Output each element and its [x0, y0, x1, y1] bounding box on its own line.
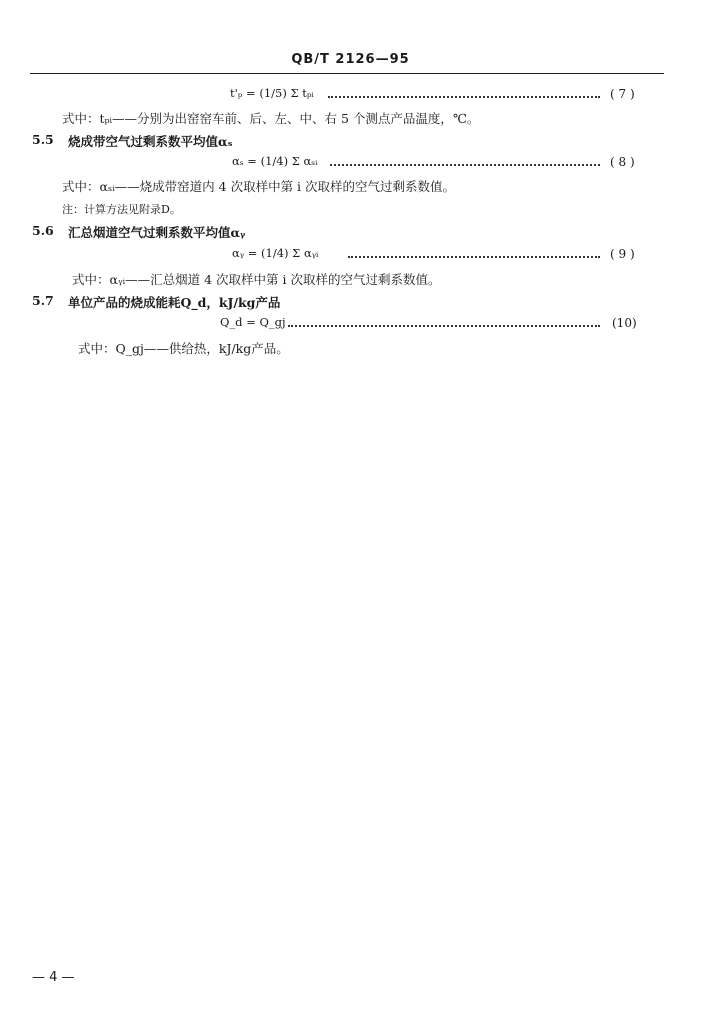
leader-dots-7 — [328, 96, 600, 98]
leader-dots-9 — [348, 256, 600, 258]
formula-9: αᵧ = (1/4) Σ αᵧᵢ — [232, 246, 319, 260]
section-number-5-6: 5.6 — [32, 223, 54, 238]
formula-10: Q_d = Q_gj — [220, 315, 286, 329]
equation-number-9: ( 9 ) — [610, 247, 635, 261]
where-clause-8: 式中：αₛᵢ——烧成带窑道内 4 次取样中第 i 次取样的空气过剩系数值。 — [62, 179, 456, 194]
note-8: 注：计算方法见附录D。 — [62, 203, 181, 216]
section-title-5-5: 烧成带空气过剩系数平均值αₛ — [68, 134, 233, 149]
formula-7: t'ₚ = (1/5) Σ tₚᵢ — [230, 86, 314, 100]
section-title-5-6: 汇总烟道空气过剩系数平均值αᵧ — [68, 225, 246, 240]
formula-8: αₛ = (1/4) Σ αₛᵢ — [232, 154, 318, 168]
where-clause-9: 式中：αᵧᵢ——汇总烟道 4 次取样中第 i 次取样的空气过剩系数值。 — [72, 272, 441, 287]
equation-number-8: ( 8 ) — [610, 155, 635, 169]
document-header: QB/T 2126—95 — [291, 52, 410, 67]
section-title-5-7: 单位产品的烧成能耗Q_d，kJ/kg产品 — [68, 295, 281, 310]
leader-dots-10 — [288, 325, 600, 327]
where-clause-7: 式中：tₚᵢ——分别为出窑窑车前、后、左、中、右 5 个测点产品温度，℃。 — [62, 111, 480, 126]
header-rule — [30, 73, 664, 74]
equation-number-7: ( 7 ) — [610, 87, 635, 101]
section-number-5-7: 5.7 — [32, 293, 54, 308]
section-number-5-5: 5.5 — [32, 132, 54, 147]
leader-dots-8 — [330, 164, 600, 166]
page-number: — 4 — — [32, 970, 75, 985]
where-clause-10: 式中：Q_gj——供给热，kJ/kg产品。 — [78, 341, 289, 356]
equation-number-10: (10) — [612, 316, 637, 330]
